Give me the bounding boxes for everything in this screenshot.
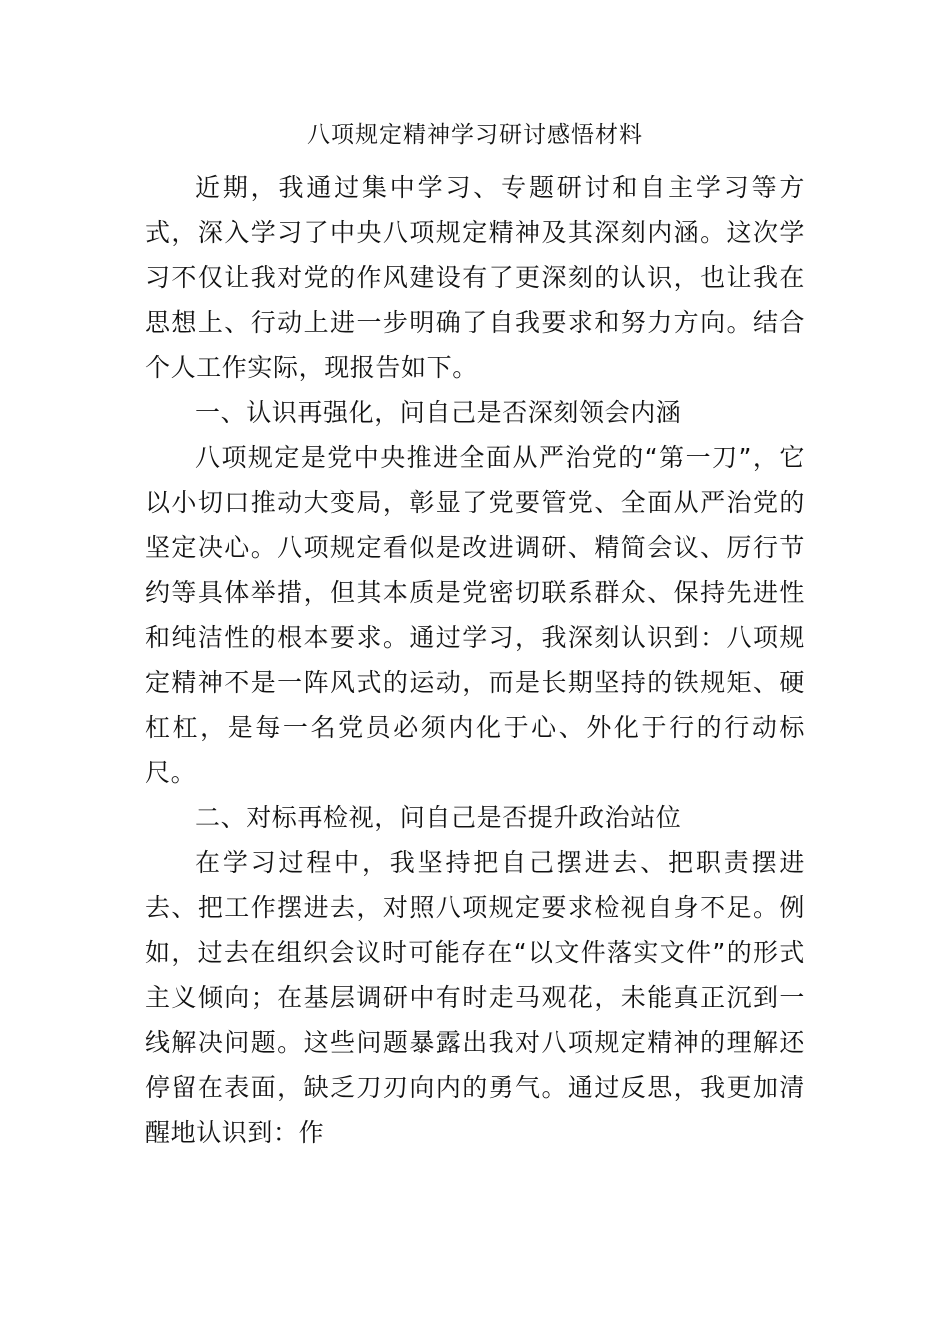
intro-paragraph: 近期，我通过集中学习、专题研讨和自主学习等方式，深入学习了中央八项规定精神及其深刻内涵。这次学习不仅让我对党的作风建设有了更深刻的认识，也让我在思想上、行动上进一步明确了自我要求和努力方向。结合个人工作实际，现报告如下。 bbox=[145, 173, 805, 382]
section-heading-2: 二、对标再检视，问自己是否提升政治站位 bbox=[195, 803, 682, 832]
section-1-paragraph: 八项规定是党中央推进全面从严治党的“第一刀”，它以小切口推动大变局，彰显了党要管党、全面从严治党的坚定决心。八项规定看似是改进调研、精简会议、厉行节约等具体举措，但其本质是党密切联系群众、保持先进性和纯洁性的根本要求。通过学习，我深刻认识到：八项规定精神不是一阵风式的运动，而是长期坚持的铁规矩、硬杠杠，是每一名党员必须内化于心、外化于行的行动标尺。 bbox=[145, 443, 805, 787]
section-2-paragraph: 在学习过程中，我坚持把自己摆进去、把职责摆进去、把工作摆进去，对照八项规定要求检视自身不足。例如，过去在组织会议时可能存在“以文件落实文件”的形式主义倾向；在基层调研中有时走马观花，未能真正沉到一线解决问题。这些问题暴露出我对八项规定精神的理解还停留在表面，缺乏刀刃向内的勇气。通过反思，我更加清醒地认识到：作 bbox=[145, 848, 805, 1147]
document-body bbox=[145, 165, 805, 1155]
document-title: 八项规定精神学习研讨感悟材料 bbox=[307, 122, 643, 148]
section-heading-1: 一、认识再强化，问自己是否深刻领会内涵 bbox=[195, 398, 682, 427]
